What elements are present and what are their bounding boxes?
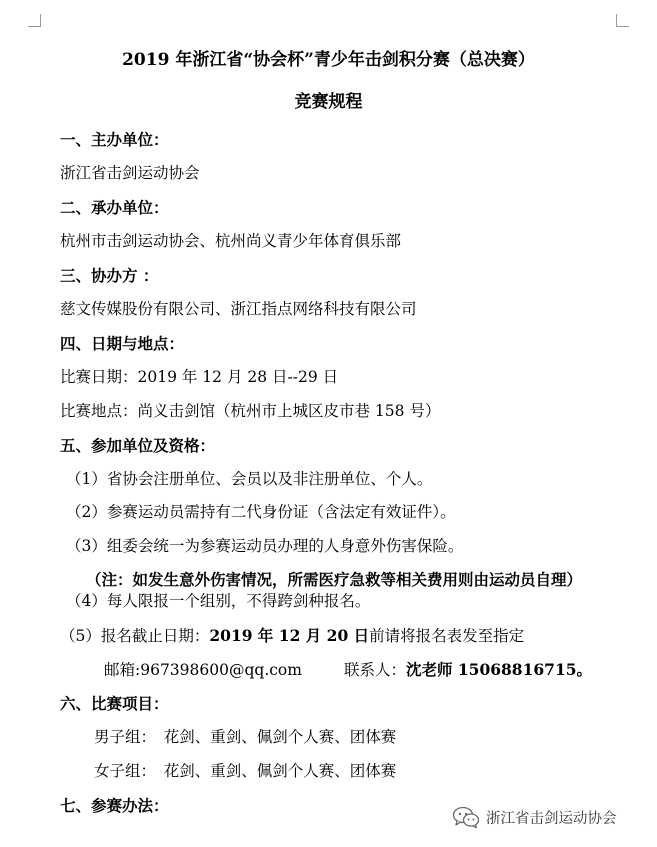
eligibility-item-2: （2）参赛运动员需持有二代身份证（含法定有效证件）。	[66, 503, 456, 521]
eligibility-item-5	[60, 628, 524, 645]
section-method-heading: 七、参赛办法：	[60, 796, 169, 815]
match-venue: 比赛地点：尚义击剑馆（杭州市上城区皮市巷 158 号）	[60, 402, 441, 420]
section-eligibility-heading: 五、参加单位及资格：	[60, 436, 216, 455]
deadline-date: 2019 年 12 月 20 日	[209, 626, 370, 645]
document-subtitle: 竞赛规程	[294, 92, 363, 112]
wechat-icon	[452, 806, 480, 828]
match-date: 比赛日期：2019 年 12 月 28 日--29 日	[60, 368, 339, 386]
deadline-prefix: （5）报名截止日期：	[60, 627, 210, 645]
contact-label: 联系人：	[343, 661, 406, 679]
insurance-note: （注：如发生意外伤害情况，所需医疗急救等相关费用则由运动员自理）	[86, 570, 583, 589]
contact-line	[104, 662, 592, 679]
section-co-organizer-text: 慈文传媒股份有限公司、浙江指点网络科技有限公司	[60, 300, 417, 318]
eligibility-item-3: （3）组委会统一为参赛运动员办理的人身意外伤害保险。	[66, 537, 464, 555]
margin-corner-top-right	[616, 14, 629, 27]
events-men: 男子组： 花剑、重剑、佩剑个人赛、团体赛	[94, 728, 397, 746]
eligibility-item-1: （1）省协会注册单位、会员以及非注册单位、个人。	[66, 470, 433, 488]
watermark-text: 浙江省击剑运动协会	[486, 810, 617, 827]
section-organizer-heading: 一、主办单位：	[60, 130, 169, 149]
margin-corner-top-left	[28, 14, 41, 27]
section-date-venue-heading: 四、日期与地点：	[60, 334, 185, 353]
contact-value: 沈老师 15068816715。	[405, 660, 593, 679]
eligibility-item-4: （4）每人限报一个组别，不得跨剑种报名。	[66, 592, 371, 610]
section-events-heading: 六、比赛项目：	[60, 694, 169, 713]
document-title: 2019 年浙江省“协会杯”青少年击剑积分赛（总决赛）	[122, 50, 535, 70]
section-organizer-text: 浙江省击剑运动协会	[60, 164, 200, 182]
section-host-text: 杭州市击剑运动协会、杭州尚义青少年体育俱乐部	[60, 232, 402, 250]
deadline-suffix: 前请将报名表发至指定	[369, 627, 525, 645]
contact-email: 邮箱:967398600@qq.com	[104, 661, 302, 679]
section-host-heading: 二、承办单位：	[60, 198, 169, 217]
wechat-watermark	[452, 806, 617, 828]
section-co-organizer-heading: 三、协办方 ：	[60, 266, 159, 285]
events-women: 女子组： 花剑、重剑、佩剑个人赛、团体赛	[94, 762, 397, 780]
